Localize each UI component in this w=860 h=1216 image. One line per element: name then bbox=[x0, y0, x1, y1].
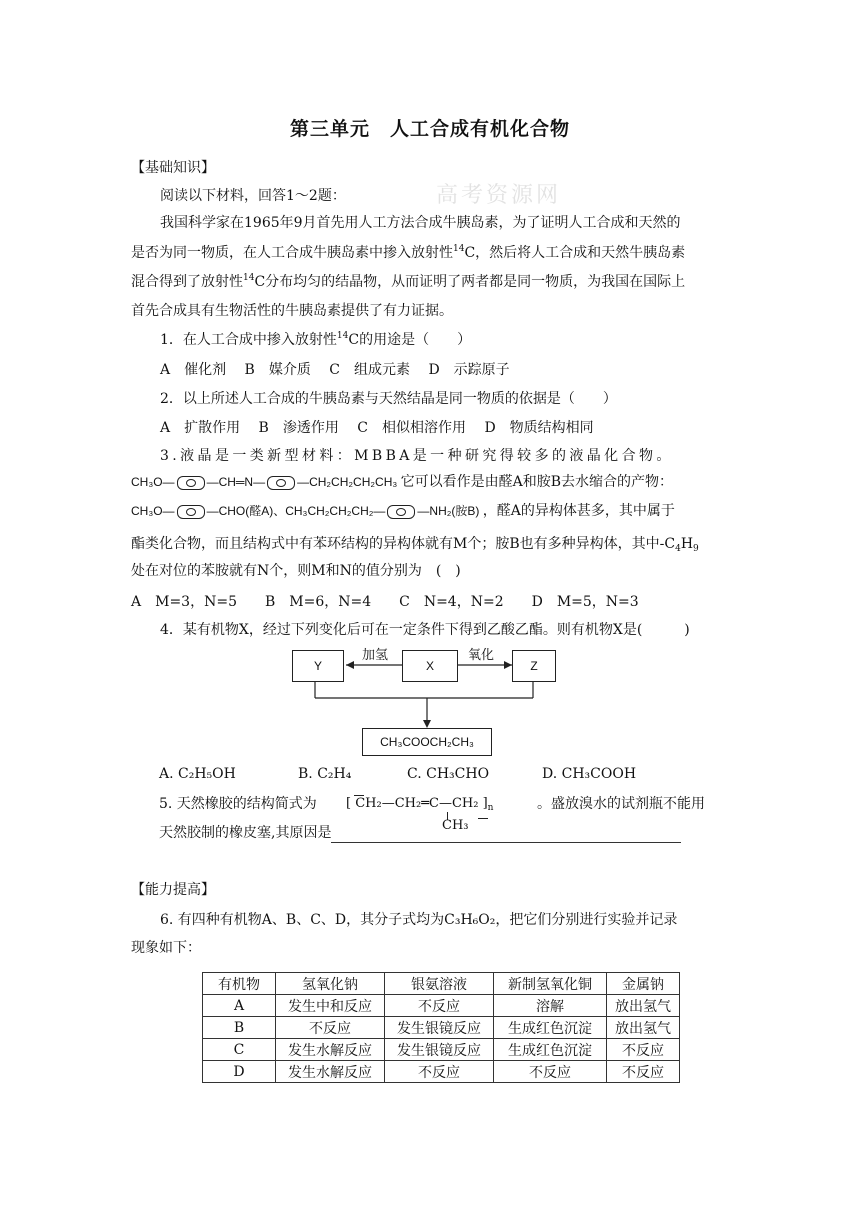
table-cell: 不反应 bbox=[607, 1061, 680, 1083]
bracket-bar-right bbox=[478, 818, 488, 819]
reading-intro: 阅读以下材料，回答1～2题： bbox=[160, 188, 346, 204]
compound-x-box: X bbox=[402, 650, 458, 682]
table-header-cell: 银氨溶液 bbox=[385, 973, 494, 995]
table-row bbox=[203, 995, 680, 1017]
compound-z-box: Z bbox=[512, 650, 556, 682]
question-2-options: A 扩散作用 B 渗透作用 C 相似相溶作用 D 物质结构相同 bbox=[160, 420, 594, 436]
question-4-option-d: D. CH₃COOH bbox=[542, 766, 637, 782]
table-cell: 不反应 bbox=[385, 995, 494, 1017]
benzene-ring-icon bbox=[177, 505, 205, 519]
question-4-option-c: C. CH₃CHO bbox=[407, 766, 490, 782]
table-cell: 发生银镜反应 bbox=[385, 1017, 494, 1039]
benzene-ring-icon bbox=[177, 476, 205, 490]
hydrogenation-label: 加氢 bbox=[362, 648, 389, 663]
table-cell: 不反应 bbox=[494, 1061, 607, 1083]
question-3-line-3: CH₃O— —CHO(醛A)、CH₃CH₂CH₂CH₂— —NH₂(胺B) ，醛A的异构体甚多，其中属于 bbox=[131, 503, 675, 519]
table-cell: 发生水解反应 bbox=[276, 1039, 385, 1061]
table-cell: 不反应 bbox=[607, 1039, 680, 1061]
question-1-options: A 催化剂 B 媒介质 C 组成元素 D 示踪原子 bbox=[160, 362, 510, 378]
table-cell: A bbox=[203, 995, 276, 1017]
table-row bbox=[203, 1017, 680, 1039]
oxidation-label: 氧化 bbox=[468, 648, 495, 663]
ethyl-acetate-box: CH₃COOCH₂CH₃ bbox=[362, 728, 492, 756]
table-cell: D bbox=[203, 1061, 276, 1083]
answer-blank[interactable] bbox=[331, 828, 681, 843]
table-header-cell: 氢氧化钠 bbox=[276, 973, 385, 995]
table-header-cell: 有机物 bbox=[203, 973, 276, 995]
question-5-stem: 5. 天然橡胶的结构简式为 bbox=[159, 796, 317, 812]
question-5-stem-end: 。盛放溴水的试剂瓶不能用 bbox=[537, 796, 705, 812]
question-1-stem: 1．在人工合成中掺入放射性$^{14}$C的用途是（ ） bbox=[160, 331, 472, 348]
passage-line-4: 首先合成具有生物活性的牛胰岛素提供了有力证据。 bbox=[131, 303, 453, 319]
question-3-line-2: CH₃O— —CH═N— —CH₂CH₂CH₂CH₃ 它可以看作是由醛A和胺B去水缩合的产物： bbox=[131, 474, 674, 490]
benzene-ring-icon bbox=[387, 505, 415, 519]
table-cell: 不反应 bbox=[276, 1017, 385, 1039]
methyl-group: CH₃ bbox=[442, 818, 469, 833]
aldehyde-amine-formulas: CH₃O— —CHO(醛A)、CH₃CH₂CH₂CH₂— —NH₂(胺B) bbox=[131, 504, 480, 518]
question-4-option-a: A. C₂H₅OH bbox=[159, 766, 236, 782]
table-row bbox=[203, 1061, 680, 1083]
question-4-stem: 4．某有机物X，经过下列变化后可在一定条件下得到乙酸乙酯。则有机物X是( ) bbox=[160, 622, 690, 638]
table-cell: 发生银镜反应 bbox=[385, 1039, 494, 1061]
question-3-line-5: 处在对位的苯胺就有N个，则M和N的值分别为 ( ) bbox=[131, 563, 461, 579]
passage-line-1: 我国科学家在1965年9月首先用人工方法合成牛胰岛素，为了证明人工合成和天然的 bbox=[160, 215, 681, 231]
passage-line-2: 是否为同一物质，在人工合成牛胰岛素中掺入放射性$^{14}$C，然后将人工合成和天然牛胰岛素 bbox=[131, 244, 686, 261]
watermark: 高考资源网 bbox=[436, 183, 562, 208]
table-cell: 溶解 bbox=[494, 995, 607, 1017]
question-6-line-2: 现象如下： bbox=[131, 940, 201, 956]
section-ability-heading: 【能力提高】 bbox=[131, 882, 215, 898]
reaction-diagram bbox=[290, 646, 550, 758]
question-3-line-1: 3.液晶是一类新型材料：MBBA是一种研究得较多的液晶化合物。 bbox=[160, 448, 674, 464]
table-cell: 生成红色沉淀 bbox=[494, 1039, 607, 1061]
table-cell: 发生水解反应 bbox=[276, 1061, 385, 1083]
table-cell: 不反应 bbox=[385, 1061, 494, 1083]
question-2-stem: 2．以上所述人工合成的牛胰岛素与天然结晶是同一物质的依据是（ ） bbox=[160, 391, 617, 407]
benzene-ring-icon bbox=[267, 476, 295, 490]
passage-line-3: 混合得到了放射性$^{14}$C分布均匀的结晶物，从而证明了两者都是同一物质，为我国在国际上 bbox=[131, 273, 686, 290]
question-3-line-4: 酯类化合物，而且结构式中有苯环结构的异构体就有M个；胺B也有多种异构体，其中$-C_4H_9$ bbox=[131, 536, 699, 554]
bracket-bar-left bbox=[354, 795, 364, 796]
table-header-cell: 新制氢氧化铜 bbox=[494, 973, 607, 995]
question-6-line-1: 6. 有四种有机物A、B、C、D，其分子式均为C₃H₆O₂，把它们分别进行实验并记录 bbox=[160, 912, 678, 928]
table-cell: B bbox=[203, 1017, 276, 1039]
table-cell: 放出氢气 bbox=[607, 1017, 680, 1039]
compound-y-box: Y bbox=[292, 650, 344, 682]
natural-rubber-formula: [ CH₂—CH₂═C—CH₂ ]$_n$ bbox=[346, 796, 494, 813]
table-row bbox=[203, 1039, 680, 1061]
table-cell: 发生中和反应 bbox=[276, 995, 385, 1017]
reaction-table bbox=[202, 972, 680, 1083]
page-title: 第三单元 人工合成有机化合物 bbox=[289, 118, 570, 140]
question-4-option-b: B. C₂H₄ bbox=[298, 766, 352, 782]
table-cell: C bbox=[203, 1039, 276, 1061]
section-basic-heading: 【基础知识】 bbox=[131, 160, 215, 176]
table-cell: 生成红色沉淀 bbox=[494, 1017, 607, 1039]
mbba-formula: CH₃O— —CH═N— —CH₂CH₂CH₂CH₃ bbox=[131, 475, 398, 489]
table-header-row bbox=[203, 973, 680, 995]
question-3-options: A M=3，N=5 B M=6，N=4 C N=4，N=2 D M=5，N=3 bbox=[131, 594, 639, 610]
table-header-cell: 金属钠 bbox=[607, 973, 680, 995]
table-cell: 放出氢气 bbox=[607, 995, 680, 1017]
question-5-line-2: 天然胶制的橡皮塞,其原因是 bbox=[159, 823, 681, 843]
